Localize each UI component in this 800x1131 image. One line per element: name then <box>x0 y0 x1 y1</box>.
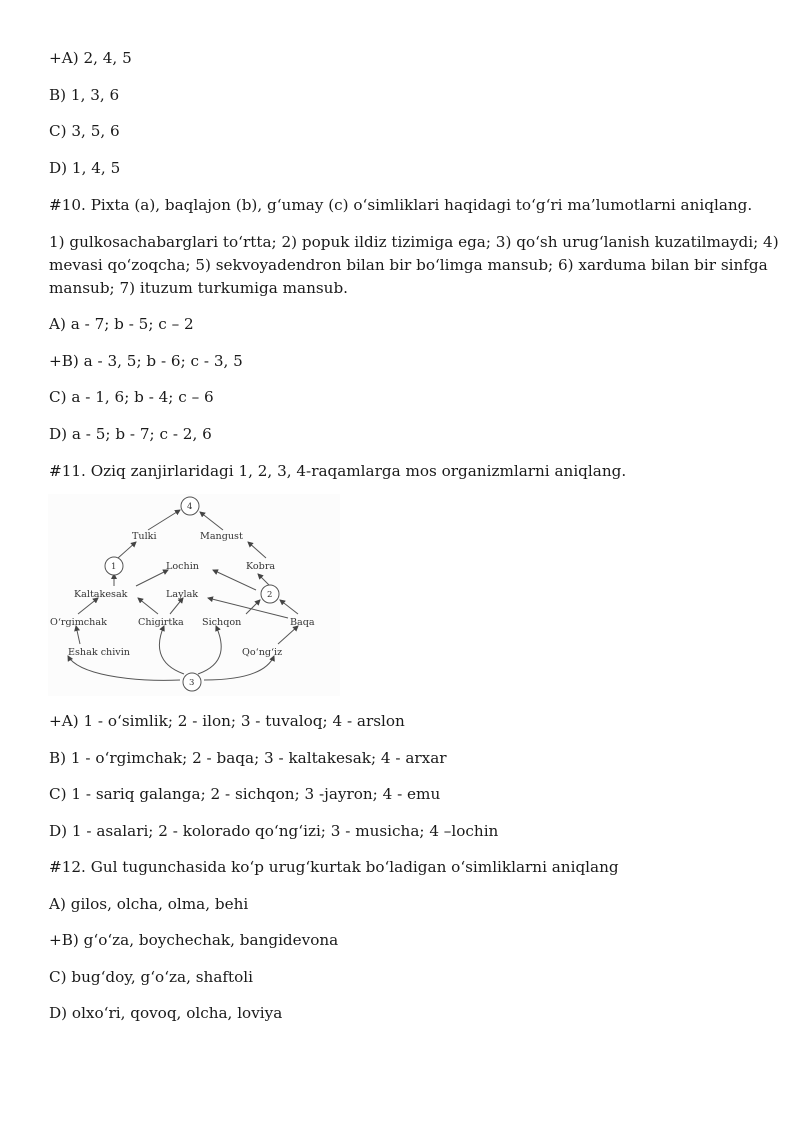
q12-option-c: C) bug‘doy, g‘o‘za, shaftoli <box>49 968 253 986</box>
node-2: 2 <box>267 590 273 600</box>
label-kaltakesak: Kaltakesak <box>74 589 128 600</box>
q12-option-a: A) gilos, olcha, olma, behi <box>49 895 249 913</box>
arrow-chivin-orgimchak <box>76 626 80 644</box>
q11-option-b: B) 1 - o‘rgimchak; 2 - baqa; 3 - kaltakesak; 4 - arxar <box>49 749 447 767</box>
label-qongiz: Qo‘ng‘iz <box>242 647 283 658</box>
arrow-chigirtka-kaltakesak <box>138 598 158 614</box>
arrow-2-lochin <box>213 570 256 590</box>
label-kobra: Kobra <box>246 561 276 572</box>
label-eshak-chivin: Eshak chivin <box>68 647 130 658</box>
food-chain-diagram <box>48 494 340 696</box>
arrow-3-qongiz <box>204 656 274 680</box>
q10-option-b: +B) a - 3, 5; b - 6; c - 3, 5 <box>49 352 243 370</box>
node-3: 3 <box>189 678 195 688</box>
option-d-prev: D) 1, 4, 5 <box>49 159 121 177</box>
q12-option-b: +B) g‘o‘za, boychechak, bangidevona <box>49 931 339 949</box>
arrow-tulki-4 <box>148 510 180 530</box>
q10-option-d: D) a - 5; b - 7; c - 2, 6 <box>49 425 212 443</box>
q11-option-c: C) 1 - sariq galanga; 2 - sichqon; 3 -jayron; 4 - emu <box>49 785 441 803</box>
q11-option-d: D) 1 - asalari; 2 - kolorado qo‘ng‘izi; 3 - musicha; 4 –lochin <box>49 822 499 840</box>
arrow-1-tulki <box>118 542 136 558</box>
label-laylak: Laylak <box>166 589 199 600</box>
question-11: #11. Oziq zanjirlaridagi 1, 2, 3, 4-raqamlarga mos organizmlarni aniqlang. <box>49 462 627 480</box>
arrow-sichqon-2 <box>246 600 260 614</box>
arrow-3-sichqon <box>198 626 221 674</box>
label-tulki: Tulki <box>132 531 157 542</box>
label-chigirtka: Chigirtka <box>138 617 184 628</box>
statement-line: mansub; 7) ituzum turkumiga mansub. <box>49 279 349 297</box>
arrow-mangust-4 <box>200 512 223 530</box>
arrow-orgimchak-kaltakesak <box>78 598 98 614</box>
option-a-prev: +A) 2, 4, 5 <box>49 49 132 67</box>
statement-line: 1) gulkosachabarglari to‘rtta; 2) popuk ildiz tizimiga ega; 3) qo‘sh urug‘lanish kuzatilmaydi; 4) <box>49 233 779 251</box>
statement-line: mevasi qo‘zoqcha; 5) sekvoyadendron bilan bir bo‘limga mansub; 6) xarduma bilan bir sinfga <box>49 256 768 274</box>
label-mangust: Mangust <box>200 531 243 542</box>
q10-option-a: A) a - 7; b - 5; c – 2 <box>49 315 194 333</box>
q11-option-a: +A) 1 - o‘simlik; 2 - ilon; 3 - tuvaloq; 4 - arslon <box>49 712 405 730</box>
question-12: #12. Gul tugunchasida ko‘p urug‘kurtak bo‘ladigan o‘simliklarni aniqlang <box>49 858 619 876</box>
option-b-prev: B) 1, 3, 6 <box>49 86 120 104</box>
arrow-kaltakesak-lochin <box>136 570 168 586</box>
arrow-qongiz-baqa <box>278 626 298 644</box>
q12-option-d: D) olxo‘ri, qovoq, olcha, loviya <box>49 1004 283 1022</box>
arrow-kobra-mangust <box>248 542 266 558</box>
label-lochin: Lochin <box>166 561 199 572</box>
arrow-baqa-2 <box>280 600 298 614</box>
node-1: 1 <box>111 562 117 572</box>
node-4: 4 <box>187 502 193 512</box>
label-orgimchak: O‘rgimchak <box>50 617 107 628</box>
label-sichqon: Sichqon <box>202 617 242 628</box>
arrow-2-kobra <box>258 574 270 586</box>
q10-option-c: C) a - 1, 6; b - 4; c – 6 <box>49 388 214 406</box>
question-10: #10. Pixta (a), baqlajon (b), g‘umay (c) o‘simliklari haqidagi to‘g‘ri ma’lumotlarni aniqlang. <box>49 196 753 214</box>
label-baqa: Baqa <box>290 617 315 628</box>
arrow-3-chigirtka <box>159 626 184 674</box>
option-c-prev: C) 3, 5, 6 <box>49 122 120 140</box>
question-10-statements <box>49 231 779 300</box>
arrow-chigirtka-laylak <box>170 598 183 614</box>
